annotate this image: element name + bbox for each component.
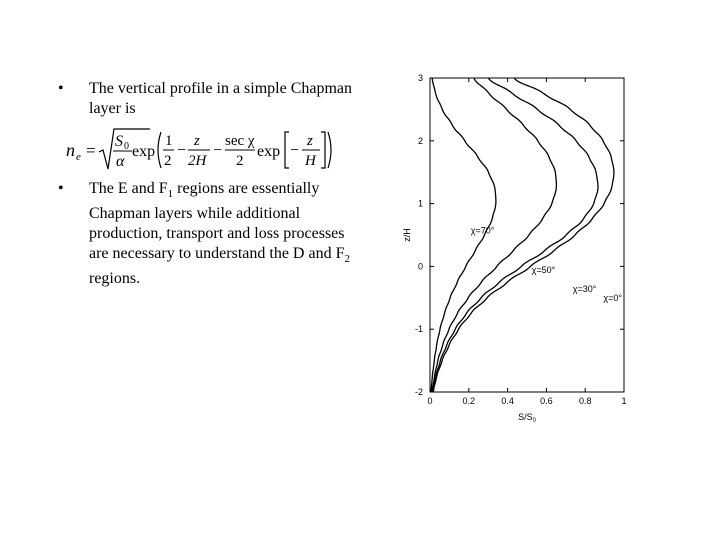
frac4-den: H [305,153,316,169]
left-paren [158,132,161,168]
bullet-text [89,179,357,289]
frac3-den: 2 [236,153,244,169]
minus-3: − [290,142,300,159]
chart-axes [415,73,627,406]
x-tick-label: 0.8 [578,396,592,406]
bullet-2-sub-b: 2 [344,253,350,266]
bullet-marker: • [58,80,64,97]
formula-lhs: n [66,140,75,160]
formula-lhs-sub: e [76,151,81,163]
y-tick-label: -1 [414,324,423,335]
series-label-0: χ=0° [603,292,622,303]
chapman-formula [66,128,342,172]
exp-1: exp [132,143,156,160]
bullet-2-text-a: The E and F [89,180,168,197]
chart-curves [431,78,614,392]
bullet-marker: • [58,180,64,197]
x-tick-label: 0.2 [462,396,476,406]
series-label-50: χ=50° [531,265,556,276]
frac4-num: z [307,133,313,149]
x-axis-label [518,412,537,424]
sqrt-num: S [115,133,123,150]
series-label-70: χ=70° [470,225,495,236]
frac1-den: 2 [164,153,172,169]
bullet-text [89,79,357,119]
bullet-1-text: The vertical profile in a simple Chapman layer is [89,80,353,117]
plot-frame [430,78,624,392]
y-tick-label: 3 [417,73,423,83]
bullet-2-sub-a: 1 [167,188,174,201]
frac1-num: 1 [165,133,173,149]
curve-30 [433,78,598,392]
frac2-den: 2H [188,153,207,169]
sqrt-num-sub: 0 [124,141,129,152]
x-axis-label-main: S/S [518,412,533,422]
x-axis-label-sub: 0 [532,418,536,424]
bullet-2-text-c: regions. [89,270,141,288]
frac3-num: sec χ [225,133,255,149]
right-paren [328,132,331,168]
series-label-30: χ=30° [572,283,597,294]
x-tick-label: 0 [427,396,433,406]
y-tick-label: 1 [417,198,423,209]
y-tick-label: 2 [417,135,423,146]
y-tick-label: -2 [414,387,423,397]
minus-2: − [213,142,223,159]
left-bracket [285,132,289,168]
sqrt-den: α [116,153,125,170]
minus-1: − [177,142,187,159]
bullet-2-text-b: regions are essentially Chapman layers while additional production, transport and loss processes are necessary to understand the D and F [89,180,345,263]
y-tick-label: 0 [417,261,423,272]
exp-2: exp [257,143,281,160]
right-bracket [321,132,325,168]
x-tick-label: 1 [621,396,627,406]
formula-equals: = [86,141,96,160]
y-axis-label: z/H [402,228,412,242]
x-tick-label: 0.4 [501,396,514,406]
frac2-num: z [194,133,200,149]
chart-series-labels [471,225,623,302]
chapman-profile-chart [396,70,646,440]
x-tick-label: 0.6 [540,396,553,406]
